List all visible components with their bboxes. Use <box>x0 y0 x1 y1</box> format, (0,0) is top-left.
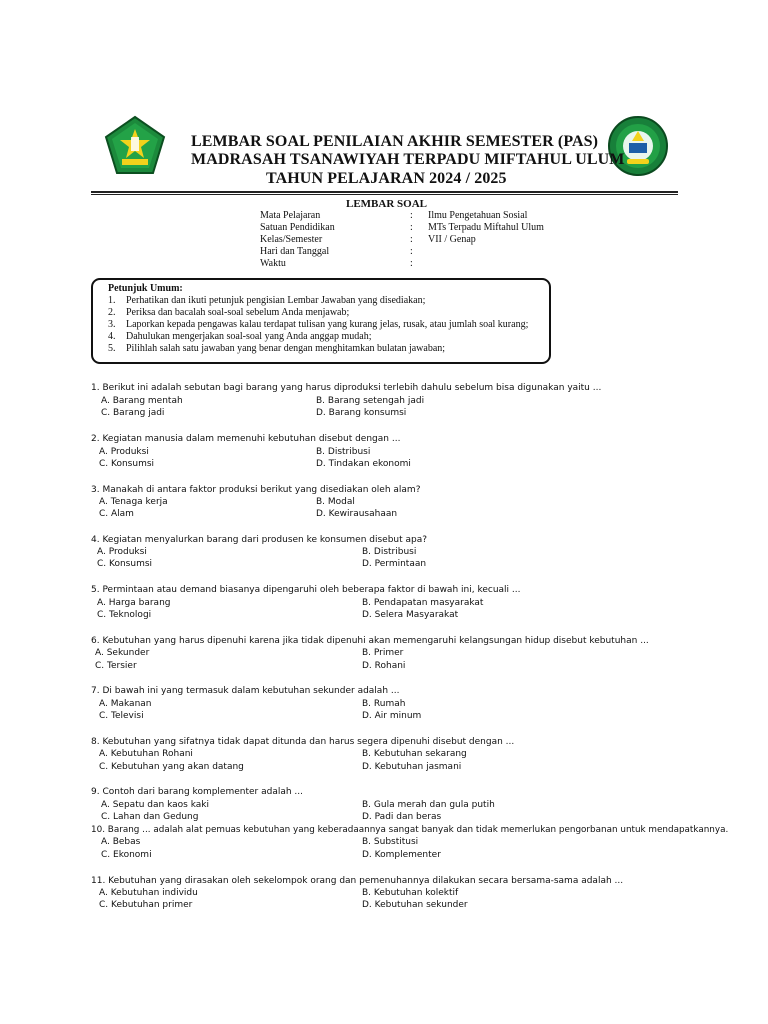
question-2-option-a: A. Produksi <box>99 447 149 457</box>
question-10-option-a: A. Bebas <box>101 837 141 847</box>
question-11-option-d: D. Kebutuhan sekunder <box>362 900 468 910</box>
info-separator: : <box>410 234 413 245</box>
question-11-option-c: C. Kebutuhan primer <box>99 900 193 910</box>
instruction-text: Dahulukan mengerjakan soal-soal yang Anda anggap mudah; <box>126 331 372 342</box>
header-title-line1: LEMBAR SOAL PENILAIAN AKHIR SEMESTER (PAS) <box>191 133 599 150</box>
question-6-option-c: C. Tersier <box>95 661 137 671</box>
madrasah-logo-left-icon <box>104 115 166 177</box>
info-label: Waktu <box>260 258 286 269</box>
question-10-option-b: B. Substitusi <box>362 837 419 847</box>
question-5-option-c: C. Teknologi <box>97 610 152 620</box>
instruction-number: 3. <box>108 319 116 330</box>
info-label: Hari dan Tanggal <box>260 246 330 257</box>
instruction-text: Perhatikan dan ikuti petunjuk pengisian Lembar Jawaban yang disediakan; <box>126 295 426 306</box>
instructions-title: Petunjuk Umum: <box>108 283 183 294</box>
question-2-text: 2. Kegiatan manusia dalam memenuhi kebutuhan disebut dengan ... <box>91 434 401 444</box>
question-4-option-b: B. Distribusi <box>362 547 417 557</box>
question-5-option-b: B. Pendapatan masyarakat <box>362 598 484 608</box>
info-value: MTs Terpadu Miftahul Ulum <box>428 222 544 233</box>
question-3-text: 3. Manakah di antara faktor produksi berikut yang disediakan oleh alam? <box>91 485 421 495</box>
question-10-option-d: D. Komplementer <box>362 850 441 860</box>
question-7-option-d: D. Air minum <box>362 711 422 721</box>
question-2-option-c: C. Konsumsi <box>99 459 155 469</box>
instruction-text: Periksa dan bacalah soal-soal sebelum Anda menjawab; <box>126 307 350 318</box>
question-9-option-d: D. Padi dan beras <box>362 812 442 822</box>
question-8-option-b: B. Kebutuhan sekarang <box>362 749 467 759</box>
question-1-option-c: C. Barang jadi <box>101 408 165 418</box>
question-6-text: 6. Kebutuhan yang harus dipenuhi karena jika tidak dipenuhi akan memengaruhi kelangsungan hidup disebut kebutuhan ... <box>91 636 649 646</box>
document-subtitle: LEMBAR SOAL <box>346 198 427 210</box>
question-10-option-c: C. Ekonomi <box>101 850 152 860</box>
info-separator: : <box>410 222 413 233</box>
question-2-option-d: D. Tindakan ekonomi <box>316 459 411 469</box>
question-4-text: 4. Kegiatan menyalurkan barang dari produsen ke konsumen disebut apa? <box>91 535 428 545</box>
info-label: Satuan Pendidikan <box>260 222 335 233</box>
info-separator: : <box>410 246 413 257</box>
header-title-line3: TAHUN PELAJARAN 2024 / 2025 <box>266 170 507 187</box>
question-5-option-d: D. Selera Masyarakat <box>362 610 459 620</box>
question-8-text: 8. Kebutuhan yang sifatnya tidak dapat ditunda dan harus segera dipenuhi disebut dengan ... <box>91 737 515 747</box>
question-8-option-d: D. Kebutuhan jasmani <box>362 762 462 772</box>
question-9-text: 9. Contoh dari barang komplementer adalah ... <box>91 787 304 797</box>
question-9-option-b: B. Gula merah dan gula putih <box>362 800 495 810</box>
question-4-option-d: D. Permintaan <box>362 559 427 569</box>
info-value: VII / Genap <box>428 234 476 245</box>
info-value: Ilmu Pengetahuan Sosial <box>428 210 528 221</box>
instruction-number: 5. <box>108 343 116 354</box>
question-1-option-a: A. Barang mentah <box>101 396 183 406</box>
question-3-option-c: C. Alam <box>99 509 134 519</box>
question-3-option-a: A. Tenaga kerja <box>99 497 168 507</box>
instruction-number: 4. <box>108 331 116 342</box>
question-1-text: 1. Berikut ini adalah sebutan bagi barang yang harus diproduksi terlebih dahulu sebelum bisa digunakan yaitu ... <box>91 383 602 393</box>
question-7-text: 7. Di bawah ini yang termasuk dalam kebutuhan sekunder adalah ... <box>91 686 400 696</box>
question-8-option-c: C. Kebutuhan yang akan datang <box>99 762 244 772</box>
header-divider-thin <box>91 194 678 195</box>
question-5-text: 5. Permintaan atau demand biasanya dipengaruhi oleh beberapa faktor di bawah ini, kecuali ... <box>91 585 521 595</box>
question-6-option-b: B. Primer <box>362 648 404 658</box>
question-2-option-b: B. Distribusi <box>316 447 371 457</box>
question-3-option-b: B. Modal <box>316 497 355 507</box>
question-1-option-b: B. Barang setengah jadi <box>316 396 425 406</box>
question-7-option-c: C. Televisi <box>99 711 144 721</box>
question-9-option-a: A. Sepatu dan kaos kaki <box>101 800 209 810</box>
info-separator: : <box>410 258 413 269</box>
question-11-text: 11. Kebutuhan yang dirasakan oleh sekelompok orang dan pemenuhannya dilakukan secara bersama-sama adalah ... <box>91 876 624 886</box>
question-6-option-a: A. Sekunder <box>95 648 150 658</box>
question-4-option-a: A. Produksi <box>97 547 147 557</box>
instruction-text: Pilihlah salah satu jawaban yang benar dengan menghitamkan bulatan jawaban; <box>126 343 446 354</box>
header-divider-thick <box>91 191 678 193</box>
question-8-option-a: A. Kebutuhan Rohani <box>99 749 193 759</box>
question-7-option-a: A. Makanan <box>99 699 152 709</box>
instruction-number: 1. <box>108 295 116 306</box>
question-7-option-b: B. Rumah <box>362 699 406 709</box>
instruction-number: 2. <box>108 307 116 318</box>
question-4-option-c: C. Konsumsi <box>97 559 153 569</box>
info-label: Mata Pelajaran <box>260 210 321 221</box>
question-3-option-d: D. Kewirausahaan <box>316 509 398 519</box>
header-title-line2: MADRASAH TSANAWIYAH TERPADU MIFTAHUL ULUM <box>191 151 625 168</box>
question-6-option-d: D. Rohani <box>362 661 406 671</box>
question-1-option-d: D. Barang konsumsi <box>316 408 407 418</box>
question-11-option-b: B. Kebutuhan kolektif <box>362 888 459 898</box>
question-5-option-a: A. Harga barang <box>97 598 171 608</box>
question-10-text: 10. Barang ... adalah alat pemuas kebutuhan yang keberadaannya sangat banyak dan tidak memerlukan pengorbanan untuk mendapatkannya. <box>91 825 729 835</box>
instruction-text: Laporkan kepada pengawas kalau terdapat tulisan yang kurang jelas, rusak, atau jumlah soal kurang; <box>126 319 529 330</box>
question-11-option-a: A. Kebutuhan individu <box>99 888 198 898</box>
question-9-option-c: C. Lahan dan Gedung <box>101 812 199 822</box>
info-separator: : <box>410 210 413 221</box>
info-label: Kelas/Semester <box>260 234 323 245</box>
